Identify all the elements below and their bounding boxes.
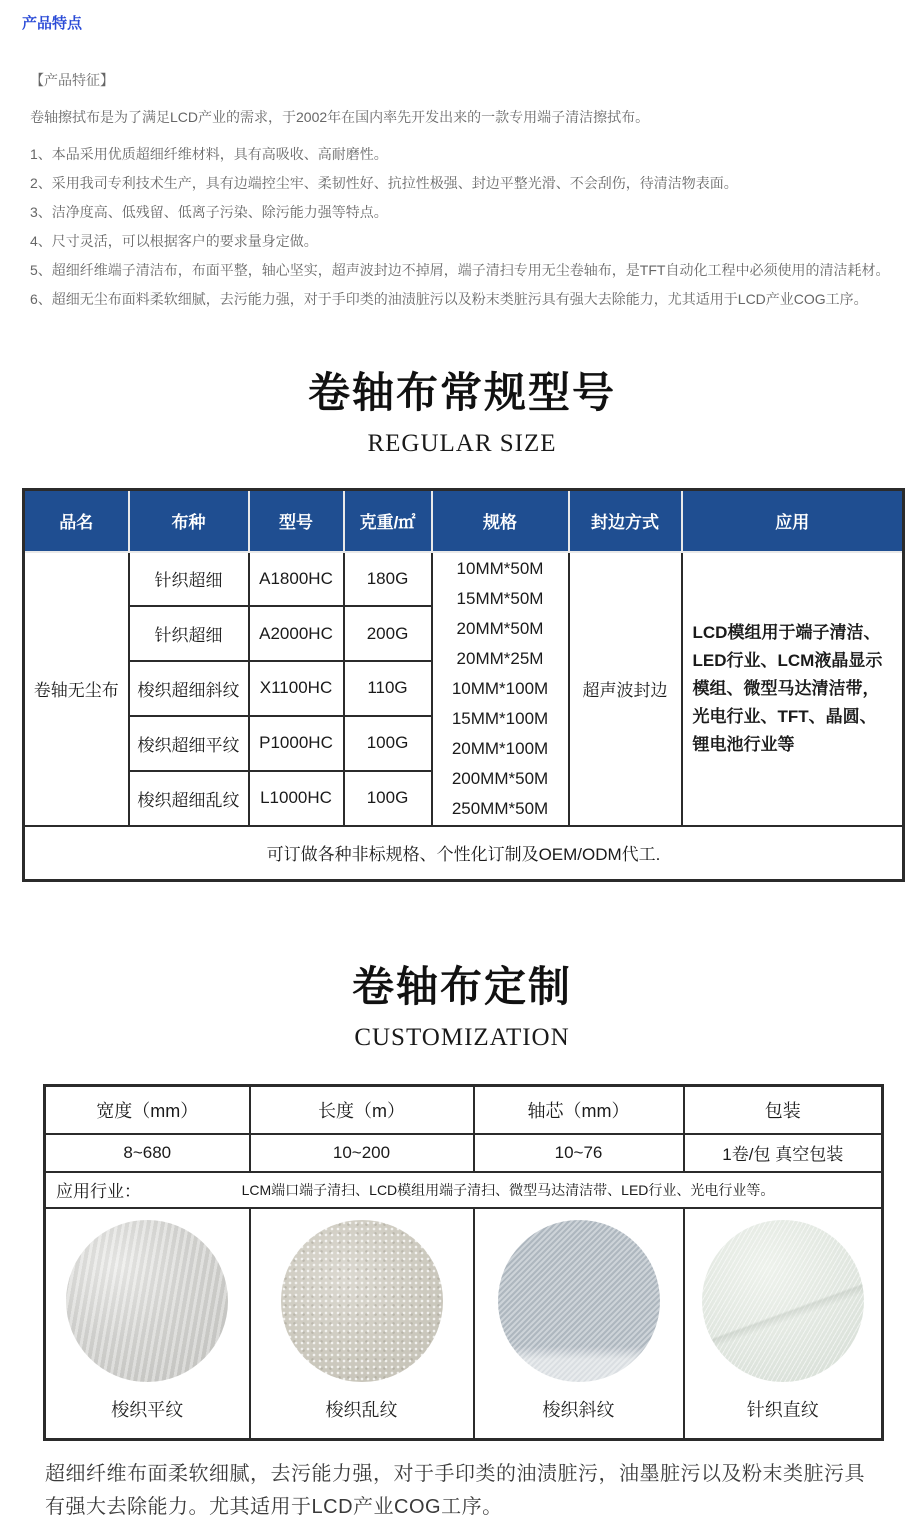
model-cell: L1000HC [249,771,344,826]
weight-cell: 100G [344,771,432,826]
spec-line: 15MM*50M [456,588,544,608]
header-width: 宽度（mm） [45,1086,250,1134]
spec-line: 20MM*100M [451,738,549,758]
feature-item: 6、超细无尘布面料柔软细腻，去污能力强，对于手印类的油渍脏污以及粉末类脏污具有强大去除能力，尤其适用于LCD产业COG工序。 [30,291,868,307]
header-product-name: 品名 [24,490,129,552]
sample-label: 针织直纹 [746,1399,819,1420]
features-heading: 【产品特征】 [30,72,114,88]
sealing-cell: 超声波封边 [569,552,682,826]
fabric-sample [474,1208,684,1440]
header-packaging: 包装 [684,1086,883,1134]
product-detail-page [0,12,924,1524]
application-cell: LCD模组用于端子清洁、LED行业、LCM液晶显示模组、微型马达清洁带，光电行业、TFT、晶圆、锂电池行业等 [682,552,904,826]
spec-line: 10MM*50M [456,558,544,578]
table-row [24,552,904,607]
fabric-cell: 针织超细 [129,606,249,661]
width-range: 8~680 [45,1134,250,1172]
spec-line: 200MM*50M [451,768,549,788]
header-weight: 克重/㎡ [344,490,432,552]
core-range: 10~76 [474,1134,684,1172]
spec-line: 250MM*50M [451,798,549,818]
specs-cell [432,552,569,826]
fabric-swatch-image [702,1220,864,1382]
header-application: 应用 [682,490,904,552]
feature-item: 5、超细纤维端子清洁布，布面平整，轴心坚实，超声波封边不掉屑，端子清扫专用无尘卷轴布，是TFT自动化工程中必须使用的清洁耗材。 [30,262,890,278]
header-model: 型号 [249,490,344,552]
fabric-cell: 针织超细 [129,552,249,607]
sample-label: 梭织乱纹 [325,1399,398,1420]
feature-item: 2、采用我司专利技术生产，具有边端控尘牢、柔韧性好、抗拉性极强、封边平整光滑、不会刮伤，待清洁物表面。 [30,175,738,191]
model-cell: X1100HC [249,661,344,716]
fabric-sample [250,1208,474,1440]
table-footer-row [24,826,904,881]
weight-cell: 100G [344,716,432,771]
fabric-swatch-image [66,1220,228,1382]
feature-item: 3、洁净度高、低残留、低离子污染、除污能力强等特点。 [30,204,388,220]
fabric-cell: 梭织超细平纹 [129,716,249,771]
customization-title: 卷轴布定制 [351,965,572,1011]
weight-cell: 180G [344,552,432,607]
customization-table [43,1084,884,1441]
page-title: 产品特点 [22,15,83,32]
fabric-sample [684,1208,883,1440]
spec-line: 20MM*25M [456,648,544,668]
length-range: 10~200 [250,1134,474,1172]
model-cell: A2000HC [249,606,344,661]
regular-size-table [22,488,905,882]
weight-cell: 200G [344,606,432,661]
industry-label: 应用行业： [56,1182,141,1201]
features-intro: 卷轴擦拭布是为了满足LCD产业的需求，于2002年在国内率先开发出来的一款专用端子清洁擦拭布。 [30,109,650,125]
model-cell: P1000HC [249,716,344,771]
header-length: 长度（m） [250,1086,474,1134]
packaging-value: 1卷/包 真空包装 [684,1134,883,1172]
regular-size-title: 卷轴布常规型号 [307,371,616,417]
fabric-swatch-image [498,1220,660,1382]
feature-item: 4、尺寸灵活，可以根据客户的要求量身定做。 [30,233,318,249]
feature-item: 1、本品采用优质超细纤维材料，具有高吸收、高耐磨性。 [30,146,388,162]
customization-subtitle: CUSTOMIZATION [354,1024,570,1051]
sample-label: 梭织斜纹 [542,1399,615,1420]
fabric-cell: 梭织超细斜纹 [129,661,249,716]
spec-line: 15MM*100M [451,708,549,728]
features-list [30,140,924,314]
fabric-sample [45,1208,250,1440]
custom-order-note: 可订做各种非标规格、个性化订制及OEM/ODM代工. [24,826,904,881]
product-name-cell: 卷轴无尘布 [24,552,129,826]
industry-text: LCM端口端子清扫、LCD模组用端子清扫、微型马达清洁带、LED行业、光电行业等。 [241,1181,775,1198]
custom-value-row [45,1134,883,1172]
header-fabric-type: 布种 [129,490,249,552]
header-spec: 规格 [432,490,569,552]
spec-line: 10MM*100M [451,678,549,698]
model-cell: A1800HC [249,552,344,607]
table-header-row [24,490,904,552]
fabric-cell: 梭织超细乱纹 [129,771,249,826]
fabric-samples-row [45,1208,883,1440]
header-core: 轴芯（mm） [474,1086,684,1134]
industry-row [45,1172,883,1208]
spec-line: 20MM*50M [456,618,544,638]
sample-label: 梭织平纹 [111,1399,184,1420]
weight-cell: 110G [344,661,432,716]
closing-paragraph: 超细纤维布面柔软细腻，去污能力强，对于手印类的油渍脏污，油墨脏污以及粉末类脏污具有强大去除能力。尤其适用于LCD产业COG工序。 [45,1463,865,1518]
header-sealing: 封边方式 [569,490,682,552]
fabric-swatch-image [281,1220,443,1382]
custom-header-row [45,1086,883,1134]
regular-size-subtitle: REGULAR SIZE [367,430,557,457]
